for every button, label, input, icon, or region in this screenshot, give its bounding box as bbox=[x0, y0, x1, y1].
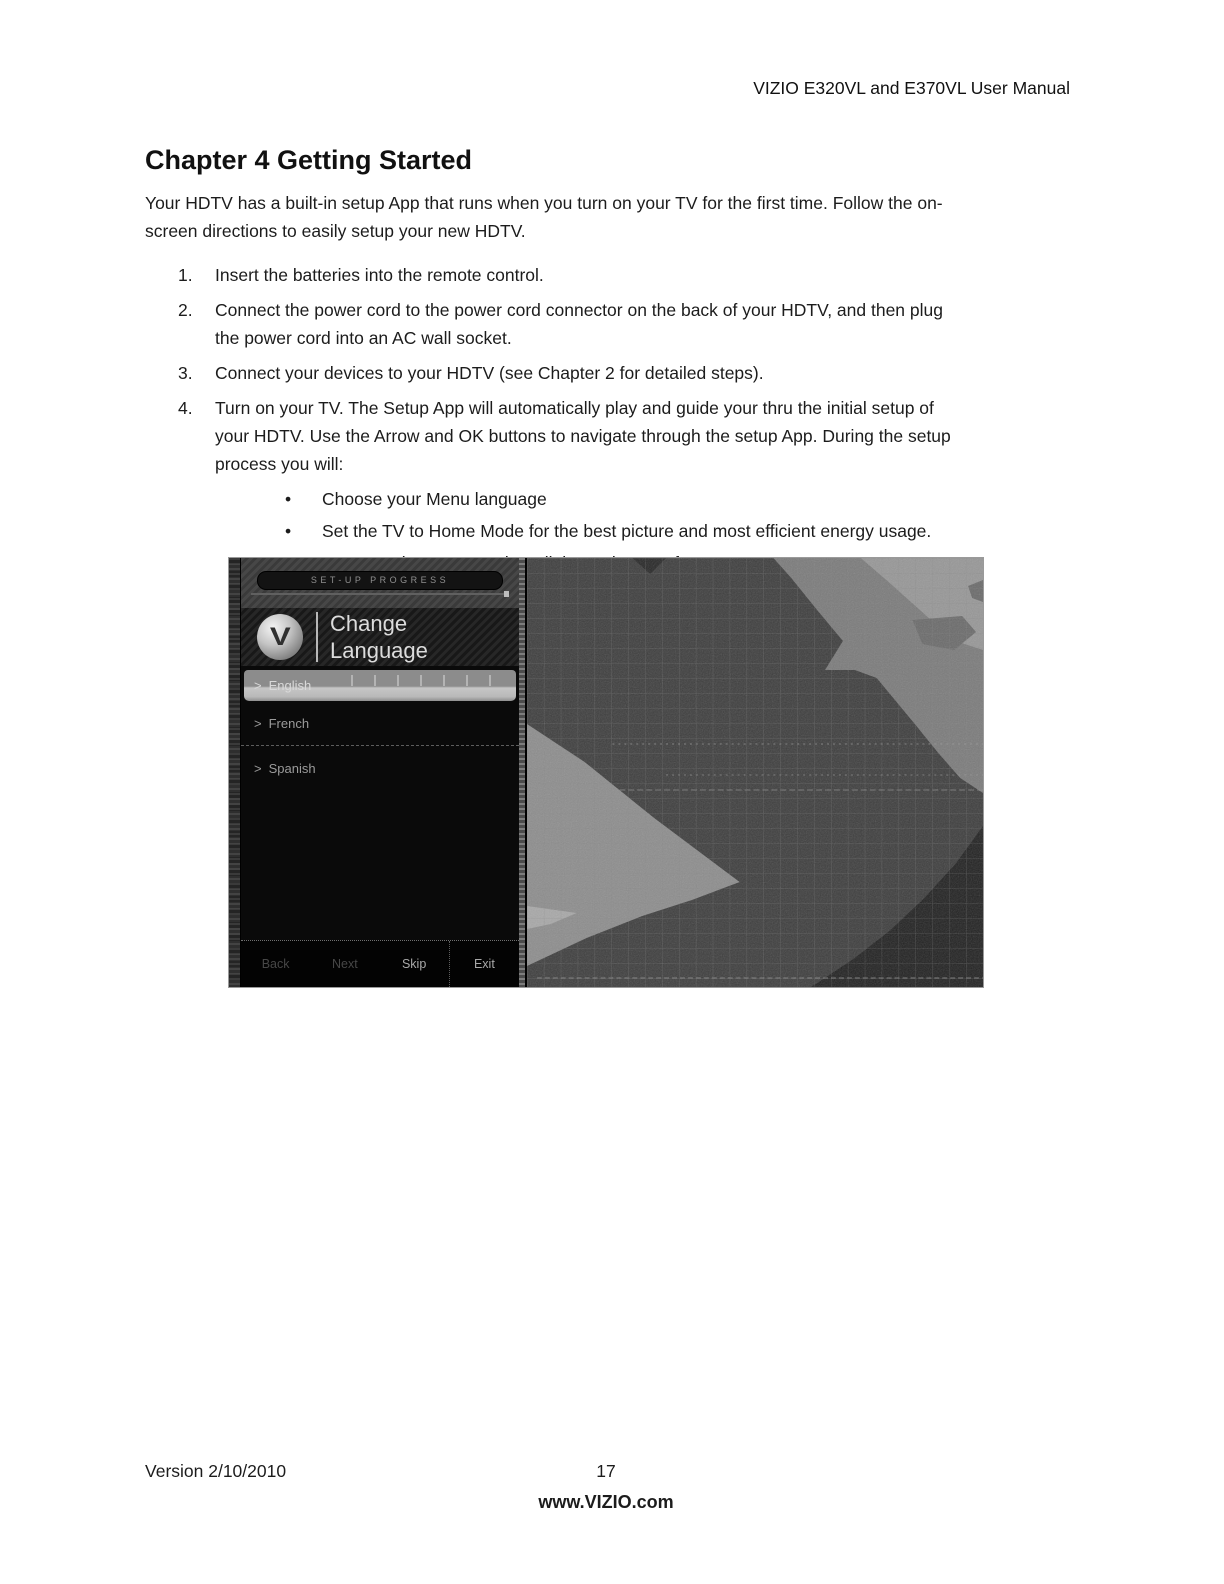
step-text: Insert the batteries into the remote control. bbox=[215, 264, 544, 285]
list-item bbox=[145, 517, 1085, 545]
setup-progress-area bbox=[241, 558, 519, 608]
vizio-logo-letter: V bbox=[269, 622, 291, 651]
screen-title: Change Language bbox=[330, 610, 428, 663]
intro-line: Your HDTV has a built-in setup App that runs when you turn on your TV for the first time. Follow the on- bbox=[145, 193, 943, 213]
list-item bbox=[145, 296, 1085, 352]
screen-title-band bbox=[241, 608, 519, 666]
next-button: Next bbox=[332, 957, 358, 971]
list-item bbox=[145, 261, 1085, 289]
footer-version: Version 2/10/2010 bbox=[145, 1461, 287, 1481]
footer-website: www.VIZIO.com bbox=[538, 1492, 674, 1512]
back-button: Back bbox=[261, 957, 290, 971]
setup-steps-list bbox=[145, 261, 1085, 478]
list-item bbox=[145, 394, 1085, 478]
language-option-french bbox=[241, 701, 519, 746]
setup-app-screenshot bbox=[228, 557, 984, 988]
vizio-logo bbox=[257, 614, 303, 660]
bullet-text: Choose your Menu language bbox=[322, 488, 547, 509]
language-option-spanish bbox=[241, 746, 519, 790]
language-option-label: Spanish bbox=[268, 760, 316, 776]
step-text: Connect the power cord to the power cord connector on the back of your HDTV, and then plug bbox=[215, 299, 943, 320]
step-number: 3. bbox=[178, 362, 193, 383]
page-title: Chapter 4 Getting Started bbox=[145, 145, 473, 175]
setup-button-bar bbox=[241, 940, 519, 987]
setup-progress-label: SET-UP PROGRESS bbox=[257, 571, 504, 590]
setup-app-panel bbox=[241, 558, 519, 987]
panel-map-divider bbox=[519, 558, 527, 987]
intro-line: screen directions to easily setup your new HDTV. bbox=[145, 221, 526, 242]
language-option-english bbox=[244, 670, 516, 701]
step-number: 2. bbox=[178, 299, 193, 320]
list-item bbox=[145, 359, 1085, 387]
step-number: 1. bbox=[178, 264, 193, 285]
setup-progress-bar bbox=[251, 593, 510, 595]
step-text: the power cord into an AC wall socket. bbox=[215, 327, 512, 348]
list-item bbox=[145, 485, 1085, 513]
skip-button: Skip bbox=[401, 957, 427, 971]
chevron-right-icon: > bbox=[254, 715, 262, 731]
step-text: process you will: bbox=[215, 453, 344, 474]
intro-paragraph bbox=[145, 189, 1085, 246]
bullet-marker bbox=[285, 517, 322, 545]
document-header: VIZIO E320VL and E370VL User Manual bbox=[753, 78, 1070, 98]
step-text: Turn on your TV. The Setup App will automatically play and guide your thru the initial setup of bbox=[215, 397, 934, 418]
bullet-marker bbox=[285, 485, 322, 513]
language-option-label: French bbox=[268, 715, 310, 731]
step-text: Connect your devices to your HDTV (see Chapter 2 for detailed steps). bbox=[215, 362, 764, 383]
exit-button: Exit bbox=[449, 941, 519, 987]
language-option-label: English bbox=[268, 678, 312, 693]
screenshot-left-edge bbox=[229, 558, 241, 987]
step-number: 4. bbox=[178, 397, 193, 418]
main-content bbox=[145, 142, 1085, 613]
title-divider bbox=[316, 612, 318, 662]
map-background bbox=[527, 558, 983, 987]
page-number: 17 bbox=[596, 1461, 616, 1481]
language-options bbox=[241, 670, 519, 790]
step-text: your HDTV. Use the Arrow and OK buttons to navigate through the setup App. During the setup bbox=[215, 425, 951, 446]
chevron-right-icon: > bbox=[254, 760, 262, 776]
bullet-text: Set the TV to Home Mode for the best picture and most efficient energy usage. bbox=[322, 520, 932, 541]
chevron-right-icon: > bbox=[254, 678, 262, 693]
